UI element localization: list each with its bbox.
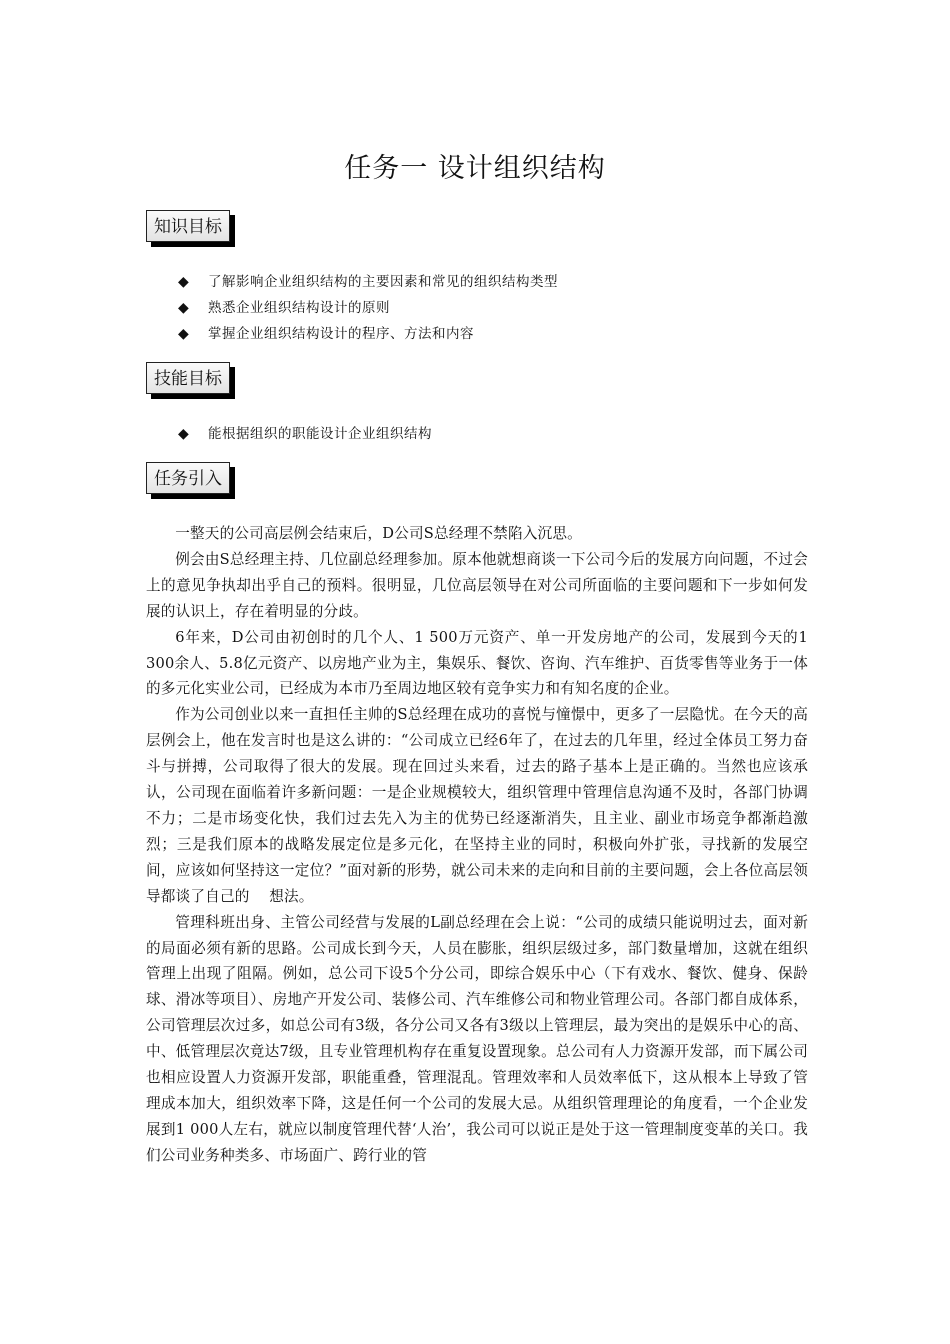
- list-item: [178, 321, 558, 347]
- paragraph: 例会由S总经理主持、几位副总经理参加。原本他就想商谈一下公司今后的发展方向问题，不过会上的意见争执却出乎自己的预料。很明显，几位高层领导在对公司所面临的主要问题和下一步如何发展的认识上，存在着明显的分歧。: [146, 550, 808, 620]
- paragraph: 作为公司创业以来一直担任主帅的S总经理在成功的喜悦与憧憬中，更多了一层隐忧。在今天的高层例会上，他在发言时也是这么讲的：“公司成立已经6年了，在过去的几年里，经过全体员工努力奋斗与拼搏，公司取得了很大的发展。现在回过头来看，过去的路子基本上是正确的。当然也应该承认，公司现在面临着许多新问题：一是企业规模较大，组织管理中管理信息沟通不及时，各部门协调不力；二是市场变化快，我们过去先入为主的优势已经逐渐消失，且主业、副业市场竞争都渐趋激烈；三是我们原本的战略发展定位是多元化，在坚持主业的同时，积极向外扩张，寻找新的发展空间，应该如何坚持这一定位？”面对新的形势，就公司未来的走向和目前的主要问题，会上各位高层领导都谈了自己的 想法。: [146, 706, 808, 905]
- skill-goals-list: [178, 421, 432, 447]
- list-item: [178, 421, 432, 447]
- bullet-text: 掌握企业组织结构设计的程序、方法和内容: [208, 326, 474, 342]
- section-tag-knowledge-goals: 知识目标: [146, 210, 230, 242]
- page-title: 任务一 设计组织结构: [344, 153, 606, 184]
- paragraph: 6年来，D公司由初创时的几个人、1 500万元资产、单一开发房地产的公司，发展到今天的1 300余人、5.8亿元资产、以房地产业为主，集娱乐、餐饮、咨询、汽车维护、百货零售等业务于一体的多元化实业公司，已经成为本市乃至周边地区较有竞争实力和有知名度的企业。: [146, 628, 808, 698]
- bullet-text: 能根据组织的职能设计企业组织结构: [208, 426, 432, 442]
- diamond-bullet-icon: ◆: [178, 274, 190, 290]
- knowledge-goals-list: [178, 269, 558, 347]
- section-tag-skill-goals: 技能目标: [146, 362, 230, 394]
- list-item: [178, 269, 558, 295]
- section-tag-task-intro: 任务引入: [146, 462, 230, 494]
- bullet-text: 了解影响企业组织结构的主要因素和常见的组织结构类型: [208, 274, 558, 290]
- diamond-bullet-icon: ◆: [178, 300, 190, 316]
- diamond-bullet-icon: ◆: [178, 426, 190, 442]
- paragraph: 管理科班出身、主管公司经营与发展的L副总经理在会上说：“公司的成绩只能说明过去，面对新的局面必须有新的思路。公司成长到今天，人员在膨胀，组织层级过多，部门数量增加，这就在组织管理上出现了阻隔。例如，总公司下设5个分公司，即综合娱乐中心（下有戏水、餐饮、健身、保龄球、滑冰等项目）、房地产开发公司、装修公司、汽车维修公司和物业管理公司。各部门都自成体系，公司管理层次过多，如总公司有3级，各分公司又各有3级以上管理层，最为突出的是娱乐中心的高、中、低管理层次竟达7级，且专业管理机构存在重复设置现象。总公司有人力资源开发部，而下属公司也相应设置人力资源开发部，职能重叠，管理混乱。管理效率和人员效率低下，这从根本上导致了管理成本加大，组织效率下降，这是任何一个公司的发展大忌。从组织管理理论的角度看，一个企业发展到1 000人左右，就应以制度管理代替‘人治’，我公司可以说正是处于这一管理制度变革的关口。我们公司业务种类多、市场面广、跨行业的管: [146, 913, 808, 1164]
- list-item: [178, 295, 558, 321]
- diamond-bullet-icon: ◆: [178, 326, 190, 342]
- bullet-text: 熟悉企业组织结构设计的原则: [208, 300, 390, 316]
- task-intro-body: [146, 521, 808, 1169]
- paragraph: 一整天的公司高层例会结束后，D公司S总经理不禁陷入沉思。: [175, 525, 582, 542]
